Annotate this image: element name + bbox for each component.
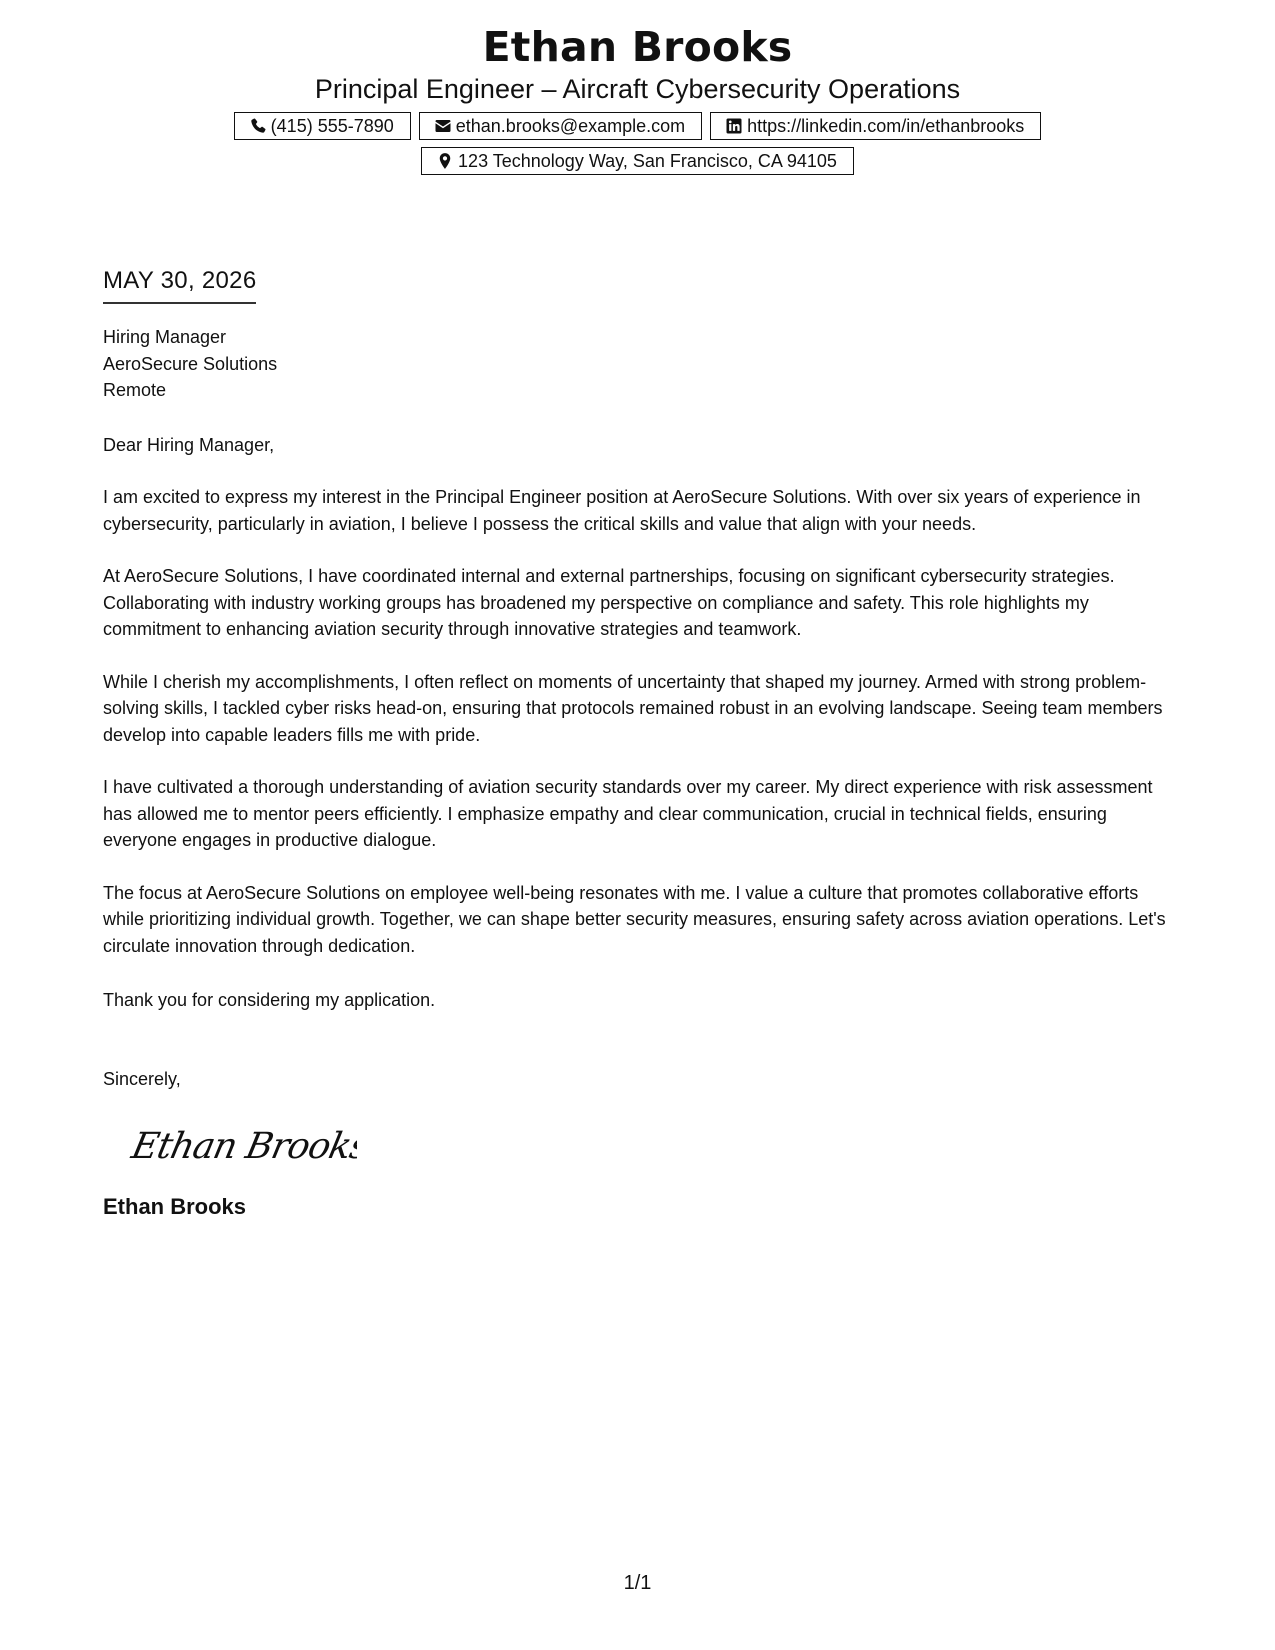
body-paragraph: I have cultivated a thorough understanding of aviation security standards over my career. My direct experience with risk assessment has allowed me to mentor peers efficiently. I emphasize empathy and clear communication, crucial in technical fields, ensuring everyone engages in productive dialogue. — [103, 777, 1153, 850]
address-contact — [421, 147, 854, 175]
body-paragraph: At AeroSecure Solutions, I have coordinated internal and external partnerships, focusing on significant cybersecurity strategies. Collaborating with industry working groups has broadened my perspective on compliance and safety. This role highlights my commitment to enhancing aviation security through innovative strategies and teamwork. — [103, 566, 1115, 639]
svg-text:Ethan Brooks: Ethan Brooks — [128, 1124, 357, 1167]
contact-row-primary — [0, 112, 1275, 140]
address-text: 123 Technology Way, San Francisco, CA 94105 — [458, 150, 837, 171]
phone-text: (415) 555-7890 — [270, 115, 394, 136]
recipient-line: Remote — [103, 380, 167, 400]
email-contact[interactable] — [419, 112, 702, 140]
letter-body — [103, 266, 1173, 1220]
phone-icon — [249, 117, 267, 135]
recipient-line: AeroSecure Solutions — [103, 353, 278, 374]
recipient-line: Hiring Manager — [103, 327, 227, 347]
applicant-name: Ethan Brooks — [482, 23, 793, 71]
body-paragraph: While I cherish my accomplishments, I often reflect on moments of uncertainty that shaped my journey. Armed with strong problem-solving skills, I tackled cyber risks head-on, ensuring that protocols remained robust in an evolving landscape. Seeing team members develop into capable leaders fills me with pride. — [103, 671, 1163, 745]
linkedin-icon — [725, 117, 743, 135]
email-text: ethan.brooks@example.com — [455, 115, 686, 136]
handwritten-signature — [127, 1116, 357, 1176]
recipient-block — [103, 324, 1173, 404]
signer-name: Ethan Brooks — [103, 1193, 247, 1219]
sign-off: Sincerely, — [103, 1068, 181, 1089]
letter-header — [0, 22, 1275, 182]
contact-row-secondary — [0, 147, 1275, 175]
map-marker-icon — [436, 152, 454, 170]
linkedin-text: https://linkedin.com/in/ethanbrooks — [747, 115, 1025, 136]
envelope-icon — [434, 117, 452, 135]
linkedin-contact[interactable] — [710, 112, 1041, 140]
closing-line: Thank you for considering my application. — [103, 990, 436, 1010]
body-paragraph: I am excited to express my interest in the Principal Engineer position at AeroSecure Solutions. With over six years of experience in cybersecurity, particularly in aviation, I believe I possess the critical skills and value that align with your needs. — [103, 487, 1141, 534]
salutation: Dear Hiring Manager, — [103, 434, 275, 455]
letter-date: MAY 30, 2026 — [103, 266, 256, 304]
phone-contact[interactable] — [234, 112, 411, 140]
body-paragraph: The focus at AeroSecure Solutions on employee well-being resonates with me. I value a culture that promotes collaborative efforts while prioritizing individual growth. Together, we can shape better security measures, ensuring safety across aviation operations. Let's circulate innovation through dedication. — [103, 882, 1166, 956]
page-number: 1/1 — [623, 1572, 652, 1594]
applicant-title: Principal Engineer – Aircraft Cybersecurity Operations — [314, 74, 961, 104]
